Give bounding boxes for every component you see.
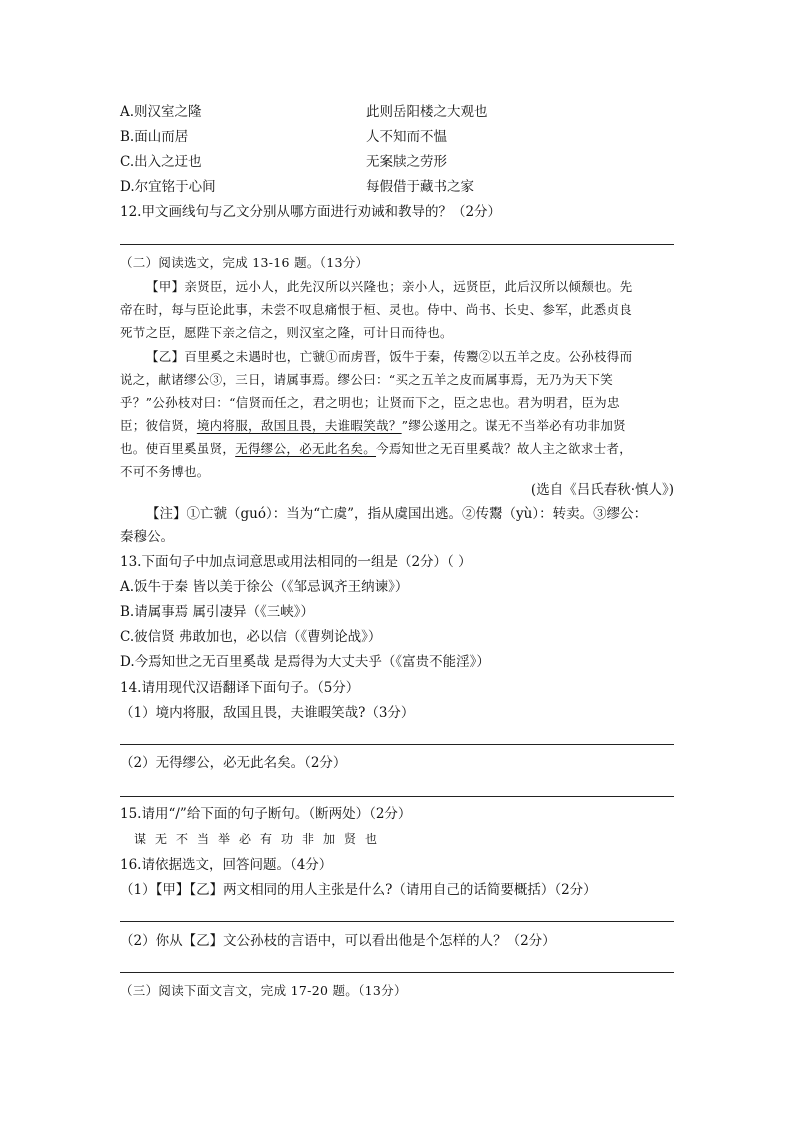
answer-line-q14-1 bbox=[120, 744, 674, 745]
option-a-label: A.则汉室之隆 bbox=[120, 104, 202, 120]
passage-jia-line: 帝在时，每与臣论此事，未尝不叹息痛恨于桓、灵也。侍中、尚书、长史、参军，此悉贞良 bbox=[120, 302, 633, 317]
answer-line-q12 bbox=[120, 244, 674, 245]
passage-text: 臣；彼信贤， bbox=[120, 418, 197, 433]
question-13-option: A.饭牛于秦 皆以美于徐公（《邹忌讽齐王纳谏》） bbox=[120, 579, 409, 595]
question-14-sub1: （1）境内将服，敌国且畏，夫谁暇笑哉?（3分） bbox=[120, 705, 415, 721]
question-16-sub2: （2）你从【乙】文公孙枝的言语中，可以看出他是个怎样的人？（2分） bbox=[120, 933, 556, 949]
answer-line-q16-1 bbox=[120, 921, 674, 922]
passage-jia-line: 【甲】亲贤臣，远小人，此先汉所以兴隆也；亲小人，远贤臣，此后汉所以倾颓也。先 bbox=[146, 279, 633, 294]
question-13-option: C.彼信贤 弗敢加也，必以信（《曹刿论战》） bbox=[120, 629, 382, 645]
option-d bbox=[120, 178, 474, 196]
passage-yi-line: 说之，献诸缪公③，三日，请属事焉。缪公曰：“买之五羊之皮而属事焉，无乃为天下笑 bbox=[120, 372, 614, 387]
question-16: 16.请依据选文，回答问题。（4分） bbox=[120, 857, 333, 873]
question-12: 12.甲文画线句与乙文分别从哪方面进行劝诫和教导的？（2分） bbox=[120, 204, 502, 220]
passage-yi-line bbox=[120, 440, 632, 458]
option-a bbox=[120, 103, 488, 121]
option-b-label: B.面山而居 bbox=[120, 129, 189, 145]
question-15: 15.请用“/”给下面的句子断句。（断两处）（2分） bbox=[120, 806, 412, 822]
option-a-pair: 此则岳阳楼之大观也 bbox=[366, 104, 488, 120]
option-b bbox=[120, 128, 447, 146]
question-13-option: B.请属事焉 属引凄异（《三峡》） bbox=[120, 604, 315, 620]
section-3-heading: （三）阅读下面文言文，完成 17-20 题。（13分） bbox=[120, 983, 407, 998]
option-b-pair: 人不知而不愠 bbox=[366, 129, 447, 145]
passage-yi-line: 【乙】百里奚之未遇时也，亡虢①而虏晋，饭牛于秦，传鬻②以五羊之皮。公孙枝得而 bbox=[146, 349, 633, 364]
answer-line-q16-2 bbox=[120, 972, 674, 973]
option-c-label: C.出入之迂也 bbox=[120, 154, 202, 170]
underlined-sentence: 境内将服，敌国且畏，夫谁暇笑哉？ bbox=[196, 418, 402, 433]
passage-text: 也。使百里奚虽贤， bbox=[120, 441, 236, 456]
option-c bbox=[120, 153, 447, 171]
passage-yi-line: 乎？”公孙枝对曰：“信贤而任之，君之明也；让贤而下之，臣之忠也。君为明君，臣为忠 bbox=[120, 395, 620, 410]
question-14: 14.请用现代汉语翻译下面句子。（5分） bbox=[120, 680, 360, 696]
question-14-sub2: （2）无得缪公，必无此名矣。（2分） bbox=[120, 755, 347, 771]
sentence-to-punctuate: 谋无不当举必有功非加贤也 bbox=[134, 832, 387, 846]
section-2-heading: （二）阅读选文，完成 13-16 题。（13分） bbox=[120, 255, 369, 270]
question-13-option: D.今焉知世之无百里奚哉 是焉得为大丈夫乎（《富贵不能淫》） bbox=[120, 654, 490, 670]
option-d-pair: 每假借于藏书之家 bbox=[366, 179, 474, 195]
question-16-sub1: （1）【甲】【乙】两文相同的用人主张是什么?（请用自己的话简要概括）（2分） bbox=[120, 882, 597, 898]
passage-text: 今焉知世之无百里奚哉？故人主之欲求士者， bbox=[376, 441, 633, 456]
answer-line-q14-2 bbox=[120, 796, 674, 797]
underlined-sentence: 无得缪公，必无此名矣。 bbox=[235, 441, 377, 456]
passage-jia-line: 死节之臣，愿陛下亲之信之，则汉室之隆，可计日而待也。 bbox=[120, 325, 453, 340]
annotation-note: 秦穆公。 bbox=[120, 529, 174, 545]
passage-yi-line bbox=[120, 417, 626, 435]
passage-source: (选自《吕氏春秋·慎人》) bbox=[530, 482, 674, 498]
passage-text: ”缪公遂用之。谋无不当举必有功非加贤 bbox=[401, 418, 626, 433]
annotation-note: 【注】①亡虢（guó）：当为“亡虞”，指从虞国出逃。②传鬻（yù）：转卖。③缪公： bbox=[146, 506, 648, 522]
passage-yi-line: 不可不务博也。 bbox=[120, 464, 210, 479]
question-13: 13.下面句子中加点词意思或用法相同的一组是（2分）（ ） bbox=[120, 554, 472, 570]
option-c-pair: 无案牍之劳形 bbox=[366, 154, 447, 170]
option-d-label: D.尔宜铭于心间 bbox=[120, 179, 216, 195]
